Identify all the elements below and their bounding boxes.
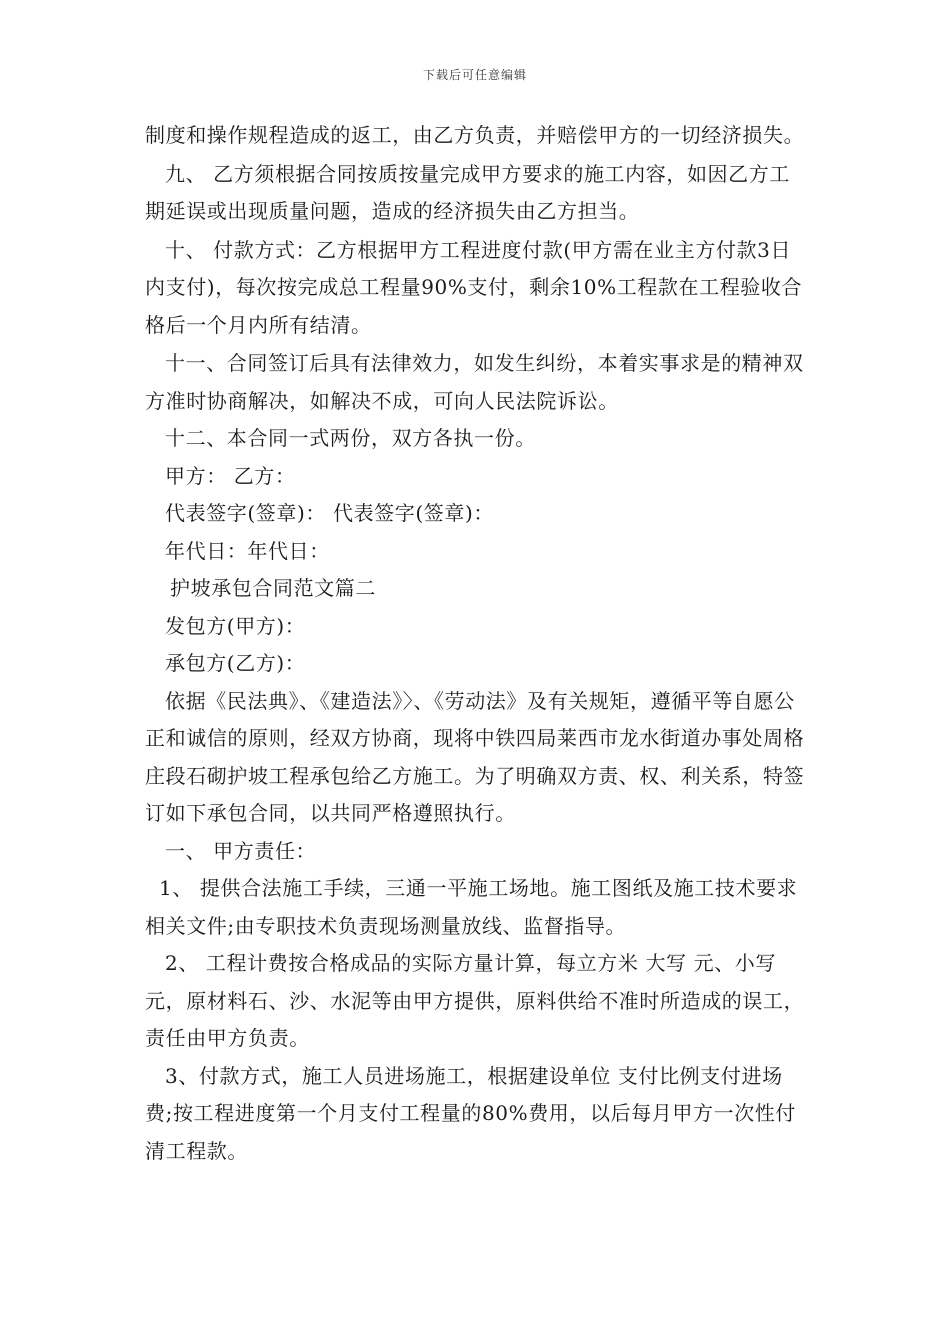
date-line: 年代日：年代日：: [165, 538, 330, 563]
responsibility-item-1: 1、 提供合法施工手续，三通一平施工场地。施工图纸及施工技术要求相关文件;由专职技术负责现场测量放线、监督指导。: [145, 876, 798, 938]
clause-twelve: 十二、本合同一式两份，双方各执一份。: [165, 426, 536, 450]
paragraph-continuation: 制度和操作规程造成的返工，由乙方负责，并赔偿甲方的一切经济损失。: [145, 123, 805, 147]
party-signature-line: 甲方： 乙方：: [165, 463, 296, 488]
preamble-paragraph: 依据《民法典》、《建造法》〉、《劳动法》及有关规矩，遵循平等自愿公正和诚信的原则，经双方协商，现将中铁四局莱西市龙水街道办事处周格庄段石砌护坡工程承包给乙方施工。为了明确双方责、权、利关系，特签订如下承包合同，以共同严格遵照执行。: [145, 688, 805, 825]
clause-eleven: 十一、合同签订后具有法律效力，如发生纠纷，本着实事求是的精神双方准时协商解决，如解决不成，可向人民法院诉讼。: [145, 351, 804, 413]
employer-responsibility-heading: 一、 甲方责任：: [165, 838, 317, 863]
responsibility-item-3: 3、付款方式，施工人员进场施工，根据建设单位 支付比例支付进场费;按工程进度第一个月支付工程量的80%费用，以后每月甲方一次性付清工程款。: [145, 1063, 796, 1163]
clause-ten-payment: 十、 付款方式：乙方根据甲方工程进度付款(甲方需在业主方付款3日内支付)，每次按完成总工程量90%支付，剩余10%工程款在工程验收合格后一个月内所有结清。: [145, 237, 803, 337]
responsibility-item-2: 2、 工程计费按合格成品的实际方量计算，每立方米 大写 元、小写 元，原材料石、沙、水泥等由甲方提供，原料供给不准时所造成的误工，责任由甲方负责。: [145, 951, 805, 1050]
document-body: [145, 117, 810, 1170]
contractor-party-line: 承包方(乙方)：: [165, 651, 306, 675]
employer-party-line: 发包方(甲方)：: [165, 613, 306, 638]
representative-signature-line: 代表签字(签章)： 代表签字(签章)：: [165, 501, 494, 525]
page-header-note: 下载后可任意编辑: [422, 68, 527, 82]
clause-nine: 九、 乙方须根据合同按质按量完成甲方要求的施工内容，如因乙方工期延误或出现质量问题，造成的经济损失由乙方担当。: [145, 161, 790, 223]
section-title-part-two: 护坡承包合同范文篇二: [170, 576, 376, 600]
